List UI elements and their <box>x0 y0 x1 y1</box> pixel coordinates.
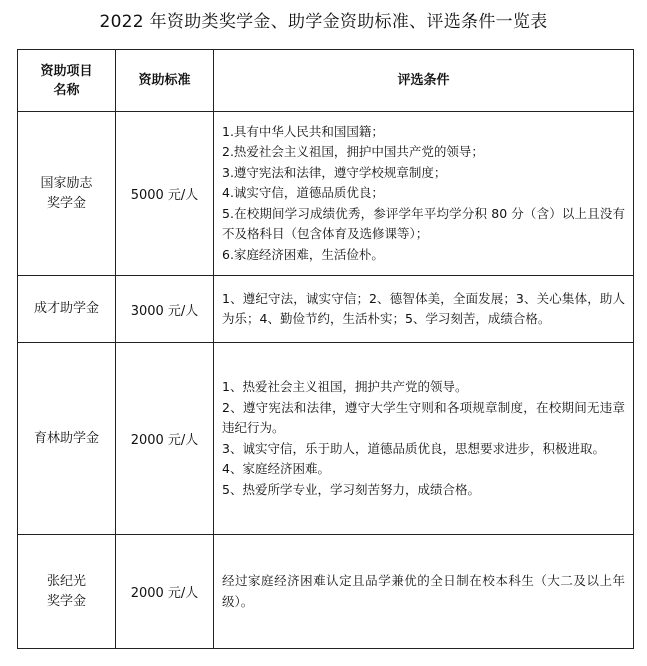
amount-cell: 3000 元/人 <box>116 276 214 343</box>
table-row <box>18 112 634 276</box>
criteria-line: 2、遵守宪法和法律，遵守大学生守则和各项规章制度，在校期间无违章违纪行为。 <box>222 399 625 435</box>
criteria-cell <box>214 343 634 535</box>
page-title: 2022 年资助类奖学金、助学金资助标准、评选条件一览表 <box>99 12 548 32</box>
table-row <box>18 343 634 535</box>
table-row <box>18 276 634 343</box>
header-criteria: 评选条件 <box>214 50 634 112</box>
criteria-line: 6.家庭经济困难，生活俭朴。 <box>222 246 384 262</box>
criteria-line: 3.遵守宪法和法律，遵守学校规章制度； <box>222 164 447 180</box>
criteria-line: 经过家庭经济困难认定且品学兼优的全日制在校本科生（大二及以上年级）。 <box>222 573 625 609</box>
criteria-line: 5.在校期间学习成绩优秀，参评学年平均学分积 80 分（含）以上且没有不及格科目（包含体育及选修课等）； <box>222 205 625 242</box>
project-name-cell: 育林助学金 <box>18 343 116 535</box>
table-row <box>18 535 634 649</box>
criteria-line: 5、热爱所学专业，学习刻苦努力，成绩合格。 <box>222 481 480 497</box>
header-amount: 资助标准 <box>116 50 214 112</box>
criteria-cell <box>214 535 634 649</box>
project-name-cell: 国家励志 奖学金 <box>18 112 116 276</box>
header-project-name: 资助项目 名称 <box>18 50 116 112</box>
amount-cell: 2000 元/人 <box>116 343 214 535</box>
criteria-line: 4.诚实守信，道德品质优良； <box>222 185 384 201</box>
criteria-line: 1.具有中华人民共和国国籍； <box>222 123 384 139</box>
criteria-line: 3、诚实守信，乐于助人，道德品质优良，思想要求进步，积极进取。 <box>222 440 605 456</box>
amount-cell: 2000 元/人 <box>116 535 214 649</box>
criteria-table <box>17 49 634 649</box>
criteria-cell <box>214 276 634 343</box>
criteria-line: 2.热爱社会主义祖国，拥护中国共产党的领导； <box>222 144 484 160</box>
criteria-line: 1、遵纪守法，诚实守信；2、德智体美，全面发展；3、关心集体，助人为乐；4、勤俭节约，生活朴实；5、学习刻苦，成绩合格。 <box>222 290 625 326</box>
criteria-line: 1、热爱社会主义祖国，拥护共产党的领导。 <box>222 379 468 394</box>
project-name-cell: 成才助学金 <box>18 276 116 343</box>
criteria-cell <box>214 112 634 276</box>
amount-cell: 5000 元/人 <box>116 112 214 276</box>
project-name-cell: 张纪光 奖学金 <box>18 535 116 649</box>
table-header-row <box>18 50 634 112</box>
criteria-line: 4、家庭经济困难。 <box>222 461 330 476</box>
